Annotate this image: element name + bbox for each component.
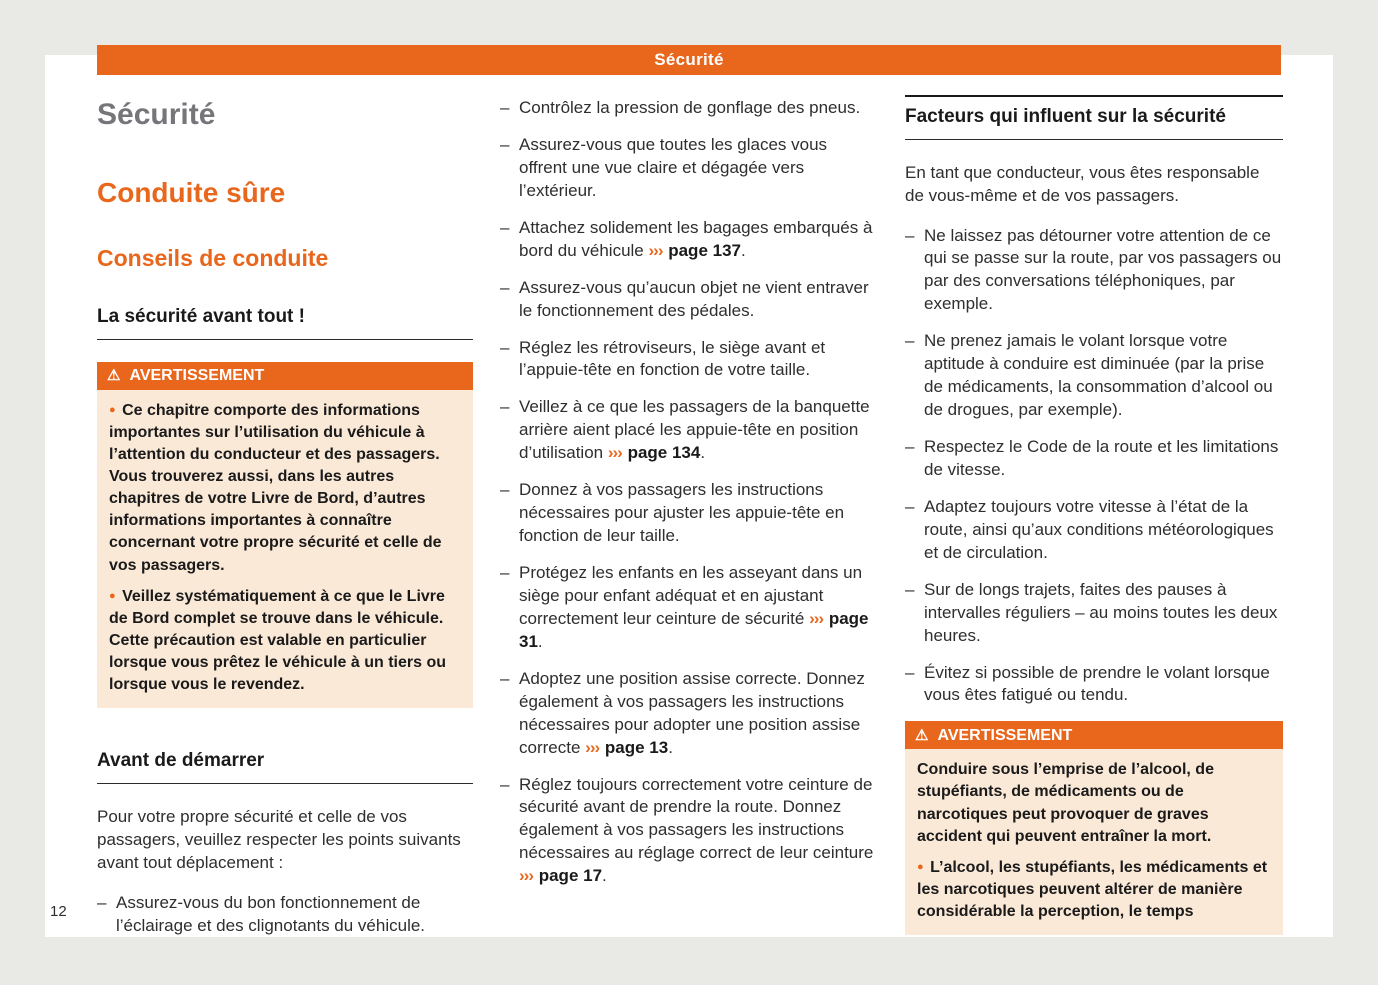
dash-marker: –	[500, 480, 510, 500]
list-item	[500, 217, 877, 263]
intro-paragraph-right: En tant que conducteur, vous êtes responsable de vous-même et de vos passagers.	[905, 162, 1260, 205]
list-item-text: Adaptez toujours votre vitesse à l’état de la route, ainsi qu’aux conditions météorologiques et de circulation.	[924, 496, 1274, 562]
page-ref-chevrons: ›››	[607, 443, 622, 463]
warning-box-2-body	[905, 749, 1283, 935]
list-item-text: Attachez solidement les bagages embarqués à bord du véhicule ››› page 137.	[519, 217, 873, 260]
dash-marker: –	[500, 774, 510, 794]
warning-box	[97, 362, 473, 708]
warning-bullet-text: ● Ce chapitre comporte des informations importantes sur l’utilisation du véhicule à l’attention du conducteur et des passagers. Vous trouverez aussi, dans les autres chapitres de votre Livre de Bord, d’autres informations importantes à connaître concernant votre propre sécurité et celle de vos passagers.	[109, 401, 442, 574]
dash-marker: –	[500, 337, 510, 357]
dash-marker: –	[97, 893, 107, 913]
page-ref-chevrons: ›››	[585, 737, 600, 757]
list-item-text: Sur de longs trajets, faites des pauses à intervalles réguliers – au moins toutes les deux heures.	[924, 579, 1278, 645]
warning-label: AVERTISSEMENT	[937, 726, 1073, 744]
list-item-text: Donnez à vos passagers les instructions nécessaires pour ajuster les appuie-tête en fonction de leur taille.	[519, 480, 845, 546]
checklist-left	[97, 892, 473, 938]
middle-column	[500, 97, 877, 902]
list-item	[500, 134, 877, 203]
list-item-text: Ne prenez jamais le volant lorsque votre aptitude à conduire est diminuée (par la prise de médicaments, la consommation d’alcool ou de drogues, par exemple).	[924, 331, 1273, 420]
warning-box-header	[97, 362, 473, 390]
list-item-text: Assurez-vous qu’aucun objet ne vient entraver le fonctionnement des pédales.	[519, 277, 869, 320]
dash-marker: –	[905, 225, 915, 245]
list-item-text: Contrôlez la pression de gonflage des pneus.	[519, 98, 861, 117]
list-item	[905, 436, 1283, 482]
dash-marker: –	[500, 277, 510, 297]
bullet-icon: ●	[109, 403, 116, 416]
page-ref: page 137	[668, 240, 741, 260]
list-item	[97, 892, 473, 938]
list-item	[500, 562, 877, 654]
list-item-text: Réglez les rétroviseurs, le siège avant et l’appuie-tête en fonction de votre taille.	[519, 337, 826, 380]
list-item-text: Adoptez une position assise correcte. Donnez également à vos passagers les instructions nécessaires pour adopter une position assise correcte ››› page 13.	[519, 668, 865, 757]
heading-conseils-de-conduite: Conseils de conduite	[97, 245, 329, 272]
subsection-heading-securite-avant-tout: La sécurité avant tout !	[97, 304, 473, 340]
dash-marker: –	[500, 668, 510, 688]
list-item	[905, 496, 1283, 565]
page-title: Sécurité	[97, 98, 216, 131]
dash-marker: –	[500, 563, 510, 582]
list-item	[500, 337, 877, 383]
warning-bullet-text: ● Veillez systématiquement à ce que le Livre de Bord complet se trouve dans le véhicule. Cette précaution est valable en particulier lorsque vous prêtez le véhicule à un tiers ou lorsque vous le revendez.	[109, 587, 446, 693]
checklist-right	[905, 225, 1283, 708]
right-column	[905, 95, 1283, 935]
list-item	[500, 479, 877, 548]
list-item	[905, 662, 1283, 708]
dash-marker: –	[500, 397, 510, 417]
warning-lead-text: Conduire sous l’emprise de l’alcool, de stupéfiants, de médicaments ou de narcotiques peut provoquer de graves accident qui peuvent entraîner la mort.	[917, 761, 1214, 845]
list-item-text: Assurez-vous que toutes les glaces vous offrent une vue claire et dégagée vers l’extérieur.	[519, 134, 828, 200]
warning-bullet-text: ● L’alcool, les stupéfiants, les médicaments et les narcotiques peuvent altérer de manière considérable la perception, le temps	[917, 858, 1268, 920]
page-number: 12	[50, 903, 67, 920]
warning-triangle-icon: ⚠	[107, 367, 121, 385]
list-item	[500, 97, 877, 120]
page-ref-chevrons: ›››	[648, 240, 663, 260]
dash-marker: –	[905, 579, 915, 599]
dash-marker: –	[500, 134, 510, 154]
left-column	[97, 95, 473, 952]
list-item	[500, 774, 877, 889]
list-item-text: Veillez à ce que les passagers de la banquette arrière aient placé les appuie-tête en position d’utilisation ››› page 134.	[519, 397, 870, 463]
page-ref: page 17	[538, 866, 603, 886]
list-item-text: Ne laissez pas détourner votre attention de ce qui se passe sur la route, par vos passagers ou par des conversations téléphoniques, par exemple.	[924, 225, 1282, 314]
section-heading-facteurs: Facteurs qui influent sur la sécurité	[905, 95, 1283, 140]
list-item	[905, 330, 1283, 422]
page-header-bar	[97, 45, 1281, 75]
warning-label: AVERTISSEMENT	[129, 367, 265, 385]
dash-marker: –	[500, 98, 510, 117]
warning-triangle-icon: ⚠	[915, 726, 929, 744]
page-ref: page 13	[604, 737, 669, 757]
list-item-text: Respectez le Code de la route et les limitations de vitesse.	[924, 437, 1279, 479]
list-item-text: Assurez-vous du bon fonctionnement de l’éclairage et des clignotants du véhicule.	[116, 893, 426, 936]
list-item	[500, 668, 877, 760]
bullet-icon: ●	[917, 860, 924, 873]
intro-paragraph: Pour votre propre sécurité et celle de vos passagers, veuillez respecter les points suivants avant tout déplacement :	[97, 806, 461, 872]
page-ref: page 31	[519, 608, 869, 651]
chapter-title: Sécurité	[654, 50, 724, 69]
list-item	[500, 396, 877, 465]
dash-marker: –	[905, 496, 915, 516]
list-item	[500, 277, 877, 323]
warning-box-body	[97, 390, 473, 708]
bullet-icon: ●	[109, 589, 116, 602]
page-ref-chevrons: ›››	[519, 866, 533, 886]
page-ref: page 134	[627, 443, 701, 463]
heading-conduite-sure: Conduite sûre	[97, 176, 286, 208]
dash-marker: –	[905, 437, 915, 457]
list-item-text: Évitez si possible de prendre le volant lorsque vous êtes fatigué ou tendu.	[924, 662, 1270, 705]
dash-marker: –	[905, 331, 915, 351]
page-ref-chevrons: ›››	[809, 608, 824, 628]
list-item	[905, 225, 1283, 317]
dash-marker: –	[905, 662, 915, 682]
dash-marker: –	[500, 217, 510, 237]
list-item	[905, 579, 1283, 648]
subsection-heading-avant-de-demarrer: Avant de démarrer	[97, 748, 473, 784]
checklist-middle	[500, 97, 877, 888]
warning-box-2-header	[905, 721, 1283, 749]
list-item-text: Protégez les enfants en les asseyant dans un siège pour enfant adéquat et en ajustant correctement leur ceinture de sécurité ››› page 31.	[519, 563, 869, 651]
warning-box-2	[905, 721, 1283, 935]
list-item-text: Réglez toujours correctement votre ceinture de sécurité avant de prendre la route. Donnez également à vos passagers les instructions nécessaires au réglage correct de leur ceinture ››› page 17.	[519, 774, 874, 886]
